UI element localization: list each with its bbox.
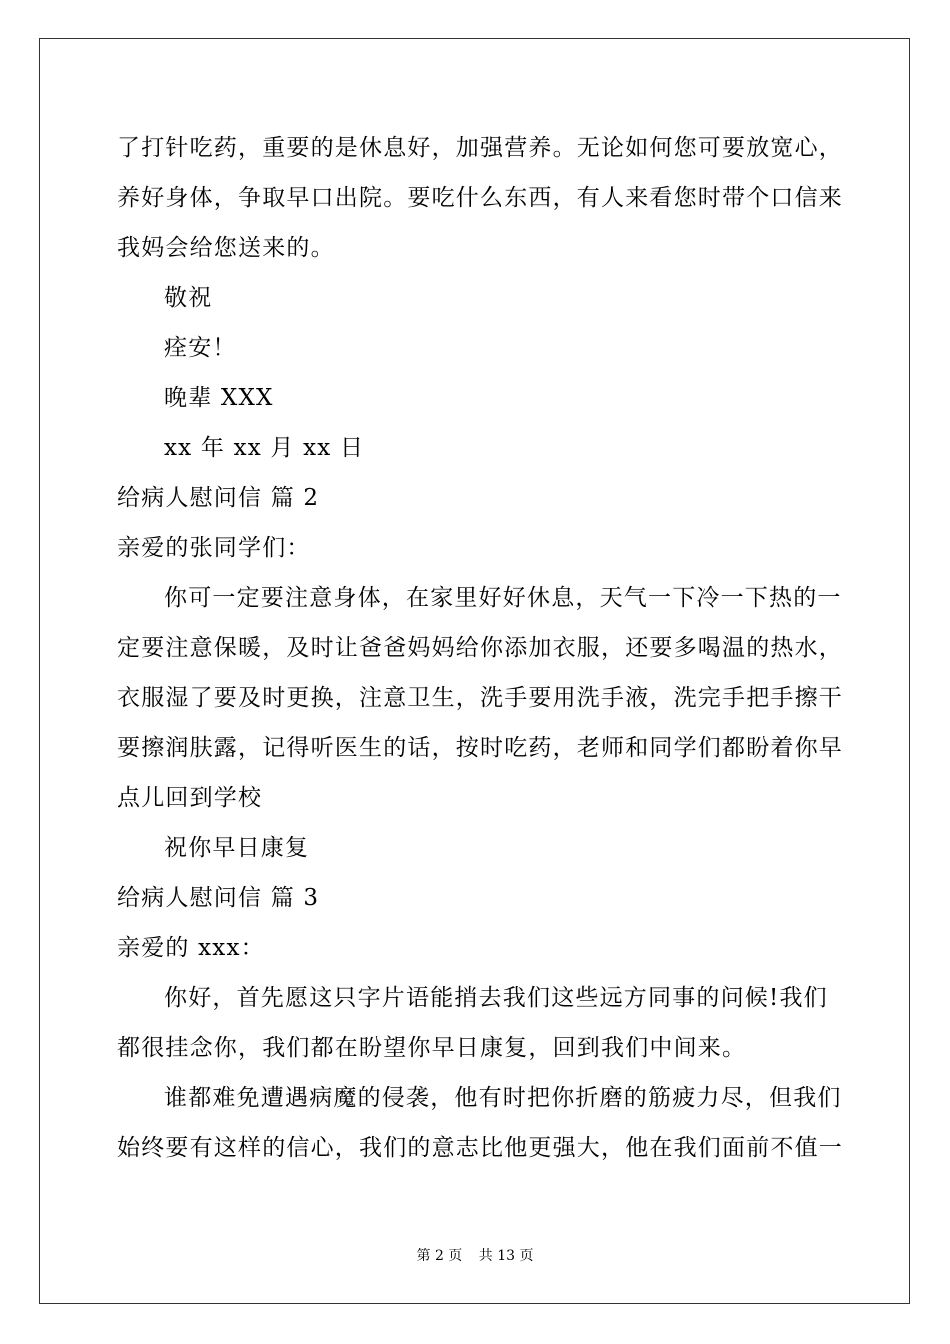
paragraph-line: 定要注意保暖，及时让爸爸妈妈给你添加衣服，还要多喝温的热水， (117, 635, 843, 661)
greeting-line: 亲爱的张同学们： (117, 535, 311, 561)
salutation-line: 痊安！ (164, 335, 237, 361)
paragraph-line: 都很挂念你，我们都在盼望你早日康复，回到我们中间来。 (117, 1035, 747, 1061)
paragraph-line: 谁都难免遭遇病魔的侵袭，他有时把你折磨的筋疲力尽，但我们 (164, 1085, 842, 1111)
paragraph-line: 要擦润肤露，记得听医生的话，按时吃药，老师和同学们都盼着你早 (117, 735, 843, 761)
paragraph-line: 我妈会给您送来的。 (117, 235, 335, 261)
paragraph-line: 了打针吃药，重要的是休息好，加强营养。无论如何您可要放宽心， (117, 135, 843, 161)
section-heading: 给病人慰问信 篇 3 (117, 885, 320, 911)
salutation-line: 敬祝 (164, 285, 213, 311)
signature-line: 晚辈 XXX (164, 385, 274, 411)
paragraph-line: 养好身体，争取早口出院。要吃什么东西，有人来看您时带个口信来 (117, 185, 843, 211)
paragraph-line: 你可一定要注意身体，在家里好好休息，天气一下冷一下热的一 (164, 585, 842, 611)
page-total: 共 13 页 (478, 1248, 534, 1264)
paragraph-line: 始终要有这样的信心，我们的意志比他更强大，他在我们面前不值一 (117, 1135, 843, 1161)
section-heading: 给病人慰问信 篇 2 (117, 485, 320, 511)
salutation-line: 祝你早日康复 (164, 835, 310, 861)
paragraph-line: 点儿回到学校 (117, 785, 263, 811)
greeting-line: 亲爱的 xxx： (117, 935, 265, 961)
page-number: 第 2 页 (416, 1248, 463, 1264)
page-footer (0, 1247, 950, 1265)
date-line: xx 年 xx 月 xx 日 (164, 435, 365, 461)
page-border (39, 38, 910, 1304)
paragraph-line: 衣服湿了要及时更换，注意卫生，洗手要用洗手液，洗完手把手擦干 (117, 685, 843, 711)
paragraph-line: 你好，首先愿这只字片语能捎去我们这些远方同事的问候!我们 (164, 985, 828, 1011)
